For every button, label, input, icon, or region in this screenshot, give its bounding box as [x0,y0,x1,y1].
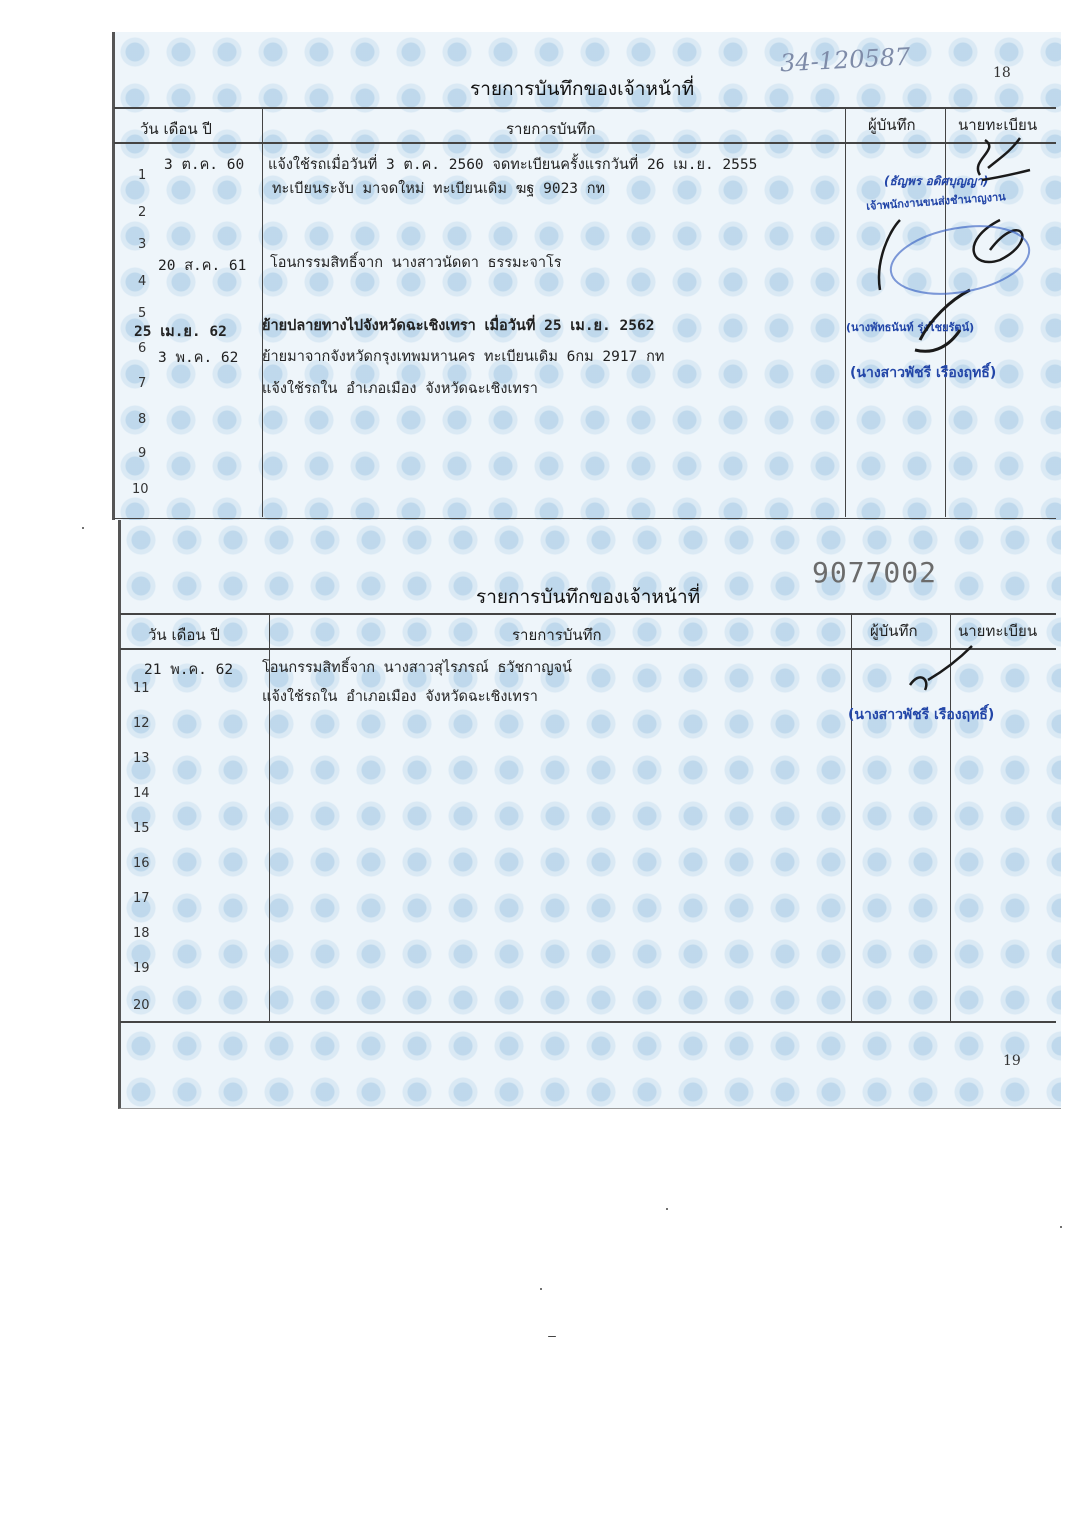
header-recorder: ผู้บันทึก [868,116,916,134]
header-entry: รายการบันทึก [506,120,596,138]
entry-text: แจ้งใช้รถใน อำเภอเมือง จังหวัดฉะเชิงเทรา [262,689,538,705]
officer-stamp: เจ้าพนักงานขนส่งชำนาญงาน [865,190,1007,213]
signature-mark [900,640,980,700]
entry-date: 25 เม.ย. 62 [134,324,227,340]
row-number: 14 [133,786,150,801]
row-number: 4 [138,274,147,289]
table-bottom-border [120,1021,1056,1023]
entry-text: แจ้งใช้รถใน อำเภอเมือง จังหวัดฉะเชิงเทรา [262,381,538,397]
page-title-top: รายการบันทึกของเจ้าหน้าที่ [470,78,695,100]
stamp-number: 9077002 [812,556,938,589]
row-number: 5 [138,306,147,321]
header-recorder: ผู้บันทึก [870,622,918,640]
entry-date: 3 ต.ค. 60 [164,157,245,173]
row-number: 18 [133,926,150,941]
entry-text: โอนกรรมสิทธิ์จาก นางสาวสุไรภรณ์ ธวัชกาญจน์ [262,660,572,676]
entry-date: 21 พ.ค. 62 [144,662,234,678]
page-number-top: 18 [993,65,1011,81]
row-number: 8 [138,412,147,427]
entry-text: ทะเบียนระงับ มาจดใหม่ ทะเบียนเดิม ฆฐ 9023 กท [272,181,606,197]
col-divider-entry [851,613,852,1021]
header-entry: รายการบันทึก [512,626,602,644]
page-title-bottom: รายการบันทึกของเจ้าหน้าที่ [476,586,701,608]
entry-text: โอนกรรมสิทธิ์จาก นางสาวนัดดา ธรรมะจาโร [270,255,562,271]
table-bottom-border [114,518,1056,519]
entry-text: แจ้งใช้รถเมื่อวันที่ 3 ต.ค. 2560 จดทะเบียนครั้งแรกวันที่ 26 เม.ย. 2555 [268,157,758,173]
row-number: 16 [133,856,150,871]
row-number: 10 [132,482,149,497]
officer-stamp: (ธัญพร อดิศบุญญา) [884,174,989,188]
row-number: 9 [138,446,147,461]
row-number: 19 [133,961,150,976]
col-divider-entry [845,107,846,517]
scan-speck [82,527,84,529]
officer-stamp: (นางพัทธนันท์ รุ่งโชยรัตน์) [846,321,975,334]
col-divider-date [262,107,263,517]
table-top-border [120,613,1056,615]
scan-speck [548,1336,556,1337]
scan-speck [666,1208,668,1210]
row-number: 2 [138,205,147,220]
row-number: 15 [133,821,150,836]
officer-stamp: (นางสาวพัชรี เรืองฤทธิ์) [848,707,995,723]
header-bottom-border [114,142,1056,144]
page-number-bottom: 19 [1003,1053,1021,1069]
entry-text: ย้ายมาจากจังหวัดกรุงเทพมหานคร ทะเบียนเดิม 6กม 2917 กท [262,349,665,365]
row-number: 6 [138,341,147,356]
header-registrar: นายทะเบียน [958,116,1038,134]
row-number: 7 [138,376,147,391]
header-date: วัน เดือน ปี [140,120,212,138]
row-number: 11 [133,681,150,696]
row-number: 3 [138,237,147,252]
entry-date: 20 ส.ค. 61 [158,258,247,274]
officer-stamp: (นางสาวพัชรี เรืองฤทธิ์) [850,365,997,381]
entry-text: ย้ายปลายทางไปจังหวัดฉะเชิงเทรา เมื่อวันที่ 25 เม.ย. 2562 [262,318,655,334]
header-registrar: นายทะเบียน [958,622,1038,640]
scan-speck [1060,1226,1062,1228]
row-number: 12 [133,716,150,731]
handwritten-note: 34-120587 [779,42,911,78]
table-top-border [114,107,1056,109]
header-date: วัน เดือน ปี [148,626,220,644]
row-number: 17 [133,891,150,906]
entry-date: 3 พ.ค. 62 [158,350,239,366]
row-number: 20 [133,998,150,1013]
row-number: 1 [138,168,147,183]
signature-mark [860,200,1060,400]
signature-mark [940,130,1040,200]
row-number: 13 [133,751,150,766]
scan-speck [540,1288,542,1290]
